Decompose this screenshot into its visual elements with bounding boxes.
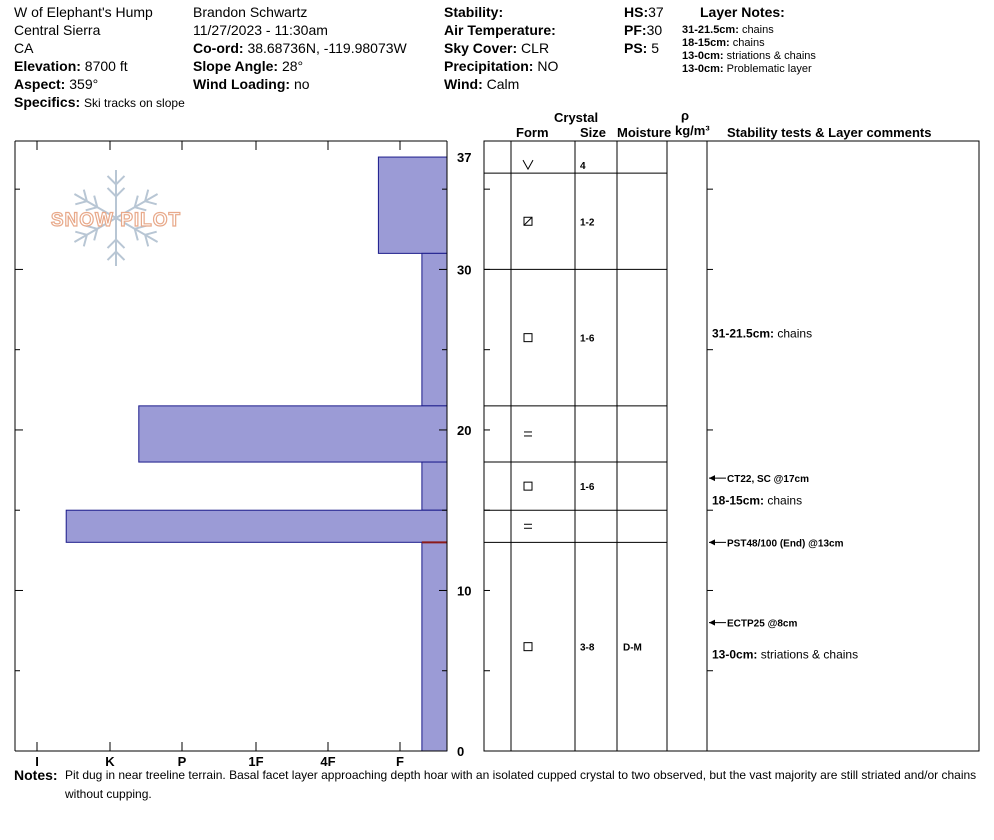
moisture-heading: Moisture	[617, 125, 672, 140]
layer-note-range: 13-0cm:	[682, 63, 724, 75]
flake-branch	[116, 240, 124, 248]
slope-label: Slope Angle:	[193, 58, 279, 74]
crystal-form-icon	[523, 160, 533, 169]
crystal-form-icon	[524, 334, 532, 342]
aspect-value: 359°	[69, 76, 99, 92]
x-tick-label: F	[396, 754, 404, 769]
notes-line-1: Pit dug in near treeline terrain. Basal facet layer approaching depth hoar with an isolated cupped crystal to two observed, but the vast majority are still striated and/or chains	[65, 768, 977, 782]
x-tick-label: 1F	[248, 754, 264, 769]
layer-notes-label: Layer Notes:	[700, 4, 785, 20]
location: W of Elephant's Hump	[14, 4, 153, 20]
pf-label: PF:	[624, 22, 647, 38]
y-tick-label: 30	[457, 262, 472, 278]
density-unit-heading: kg/m³	[675, 123, 710, 138]
wind-loading-value: no	[293, 76, 310, 92]
hs-value: 37	[648, 4, 664, 20]
y-tick-label: 37	[457, 150, 472, 166]
hardness-bar	[378, 157, 447, 253]
datetime: 11/27/2023 - 11:30am	[193, 22, 328, 38]
slope-value: 28°	[281, 58, 304, 74]
stability-tests	[709, 327, 858, 662]
ps-value: 5	[651, 40, 660, 56]
elevation-value: 8700 ft	[84, 58, 128, 74]
air-temp-label: Air Temperature:	[444, 22, 556, 38]
rho-heading: ρ	[681, 108, 690, 123]
specifics-value: Ski tracks on slope	[84, 96, 185, 110]
layer-comment-text: chains	[767, 493, 803, 508]
layer-note-range: 18-15cm:	[682, 37, 730, 49]
x-tick-label: 4F	[320, 754, 336, 769]
observer: Brandon Schwartz	[193, 4, 308, 20]
logo-text: SNOW PILOT	[50, 210, 182, 231]
flake-branch	[145, 201, 157, 204]
state: CA	[14, 40, 34, 56]
flake-branch	[75, 201, 87, 204]
layer-comment-range: 18-15cm:	[712, 493, 768, 508]
comments-heading: Stability tests & Layer comments	[727, 125, 932, 140]
layer-note-text: chains	[732, 37, 765, 49]
hardness-bar	[66, 510, 447, 542]
hardness-bar	[422, 253, 447, 405]
layer-comment	[712, 648, 858, 662]
crystal-size-label: 1-6	[580, 482, 595, 494]
notes-label: Notes:	[14, 767, 58, 783]
notes-line-2: without cupping.	[65, 787, 152, 801]
flake-branch	[108, 188, 116, 196]
layer-note-range: 31-21.5cm:	[682, 24, 739, 36]
x-tick-label: I	[35, 754, 39, 769]
y-tick-label: 20	[457, 422, 472, 438]
flake-branch	[108, 252, 116, 260]
layer-comment	[712, 494, 802, 508]
flake-branch	[116, 188, 124, 196]
specifics-label: Specifics:	[14, 94, 81, 110]
layer-note-range: 13-0cm:	[682, 50, 724, 62]
test-arrow-head	[709, 539, 715, 545]
flake-branch	[145, 232, 157, 235]
layer-comment-range: 13-0cm:	[712, 647, 761, 662]
layer-note-text: Problematic layer	[726, 63, 812, 75]
layer-comment-text: striations & chains	[760, 647, 859, 662]
test-label: PST48/100 (End) @13cm	[727, 538, 844, 550]
range: Central Sierra	[14, 22, 101, 38]
wind-value: Calm	[486, 76, 520, 92]
flake-branch	[116, 176, 124, 184]
test-arrow-head	[709, 620, 715, 626]
layer-comment-text: chains	[777, 326, 813, 341]
crystal-form-icon-slash	[524, 217, 532, 225]
x-tick-label: K	[105, 754, 115, 769]
flake-branch	[108, 176, 116, 184]
aspect-label: Aspect:	[14, 76, 66, 92]
hardness-bar	[422, 542, 447, 751]
crystal-moisture-label: D-M	[623, 642, 642, 654]
crystal-size-label: 1-2	[580, 217, 595, 229]
crystal-size-label: 3-8	[580, 642, 595, 654]
sky-value: CLR	[521, 40, 550, 56]
x-tick-label: P	[177, 754, 187, 769]
size-heading: Size	[580, 125, 607, 140]
hs-label: HS:	[624, 4, 649, 20]
coord-label: Co-ord:	[193, 40, 244, 56]
flake-branch	[75, 232, 87, 235]
form-heading: Form	[516, 125, 549, 140]
hardness-bar	[422, 462, 447, 510]
y-tick-label: 0	[457, 744, 465, 759]
y-tick-label: 10	[457, 583, 472, 599]
test-arrow-head	[709, 475, 715, 481]
elevation-label: Elevation:	[14, 58, 81, 74]
wind-loading-label: Wind Loading:	[193, 76, 291, 92]
test-label: ECTP25 @8cm	[727, 618, 798, 630]
precip-value: NO	[537, 58, 559, 74]
flake-branch	[116, 252, 124, 260]
layer-note-text: striations & chains	[726, 50, 816, 62]
stability-label: Stability:	[444, 4, 504, 20]
crystal-size-label: 1-6	[580, 333, 595, 345]
hardness-bar	[139, 406, 447, 462]
pf-value: 30	[646, 22, 663, 38]
ps-label: PS:	[624, 40, 648, 56]
crystal-form-icon	[524, 643, 532, 651]
precip-label: Precipitation:	[444, 58, 534, 74]
wind-label: Wind:	[444, 76, 483, 92]
layer-note-text: chains	[741, 24, 774, 36]
layer-comment	[712, 327, 812, 341]
crystal-size-label: 4	[580, 161, 586, 173]
crystal-form-icon	[524, 482, 532, 490]
layer-comment-range: 31-21.5cm:	[712, 326, 778, 341]
sky-label: Sky Cover:	[444, 40, 518, 56]
coord-value: 38.68736N, -119.98073W	[247, 40, 407, 56]
snowpilot-logo	[51, 170, 181, 266]
crystal-heading: Crystal	[554, 110, 599, 125]
flake-branch	[108, 240, 116, 248]
test-label: CT22, SC @17cm	[727, 474, 810, 486]
